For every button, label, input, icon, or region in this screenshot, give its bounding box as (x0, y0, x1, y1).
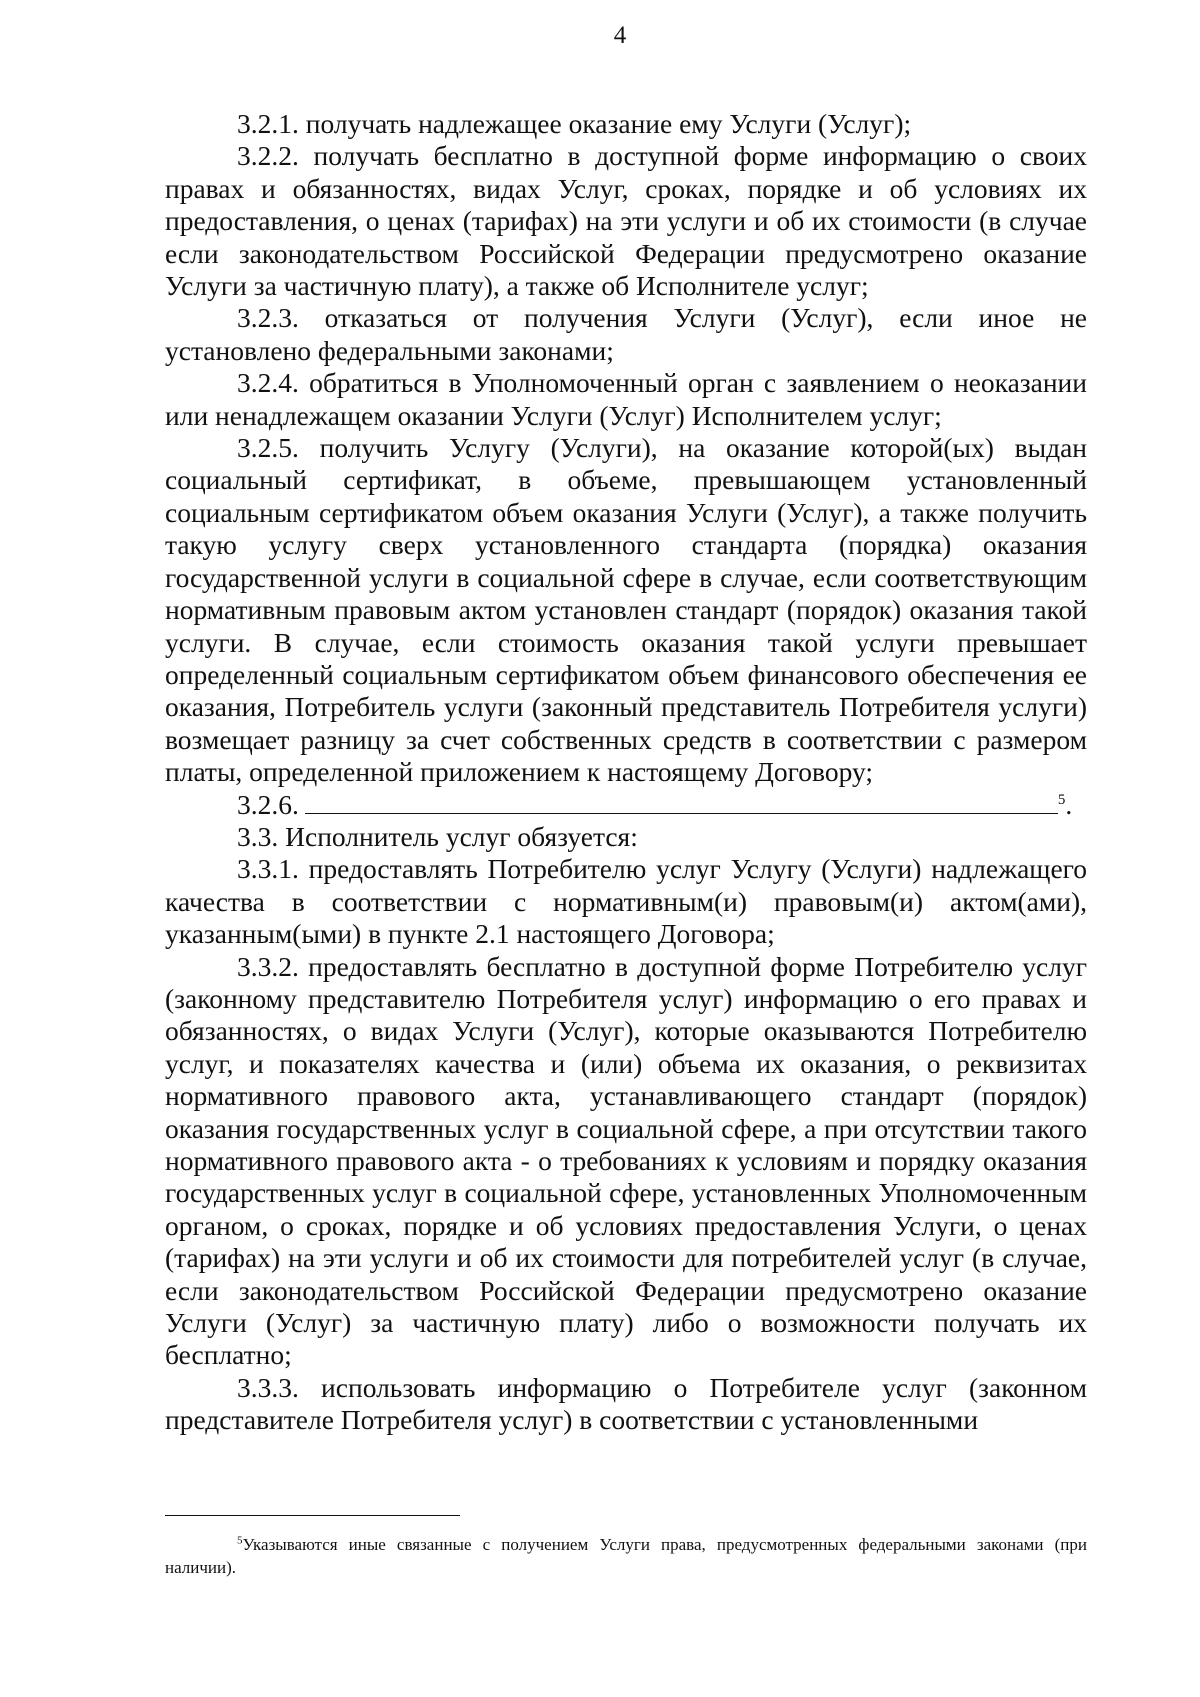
clause-3-3-3: 3.3.3. использовать информацию о Потребителе услуг (законном представителе Потребителя услуг) в соответствии с установленными (165, 1371, 1087, 1436)
page-number: 4 (613, 22, 627, 49)
section-3-3-heading: 3.3. Исполнитель услуг обязуется: (237, 820, 638, 852)
blank-fill-line (305, 789, 1058, 814)
clause-3-2-5: 3.2.5. получить Услугу (Услуги), на оказание которой(ых) выдан социальный сертификат, в объеме, превышающем установленный социальным сертификатом объем оказания Услуги (Услуг), а также получить такую услугу сверх установленного стандарта (порядка) оказания государственной услуги в социальной сфере в случае, если соответствующим нормативным правовым актом установлен стандарт (порядок) оказания такой услуги. В случае, если стоимость оказания такой услуги превышает определенный социальным сертификатом объем финансового обеспечения ее оказания, Потребитель услуги (законный представитель Потребителя услуги) возмещает разницу за счет собственных средств в соответствии с размером платы, определенной приложением к настоящему Договору; (165, 432, 1087, 788)
clause-3-2-6-label: 3.2.6. (237, 788, 299, 820)
footnote-text: Указываются иные связанные с получением Услуги права, предусмотренных федеральными законами (при наличии). (165, 1535, 1087, 1577)
footnote-reference: 5 (1057, 791, 1066, 808)
footnote-marker: 5 (237, 1534, 243, 1547)
document-body (165, 108, 1087, 1437)
clause-3-2-2: 3.2.2. получать бесплатно в доступной форме информацию о своих правах и обязанностях, видах Услуг, сроках, порядке и об условиях их предоставления, о ценах (тарифах) на эти услуги и об их стоимости (в случае если законодательством Российской Федерации предусмотрено оказание Услуги за частичную плату), а также об Исполнителе услуг; (165, 140, 1087, 302)
clause-3-3-1: 3.3.1. предоставлять Потребителю услуг Услугу (Услуги) надлежащего качества в соответствии с нормативным(и) правовым(и) актом(ами), указанным(ыми) в пункте 2.1 настоящего Договора; (165, 853, 1087, 950)
clause-3-2-4: 3.2.4. обратиться в Уполномоченный орган с заявлением о неоказании или ненадлежащем оказании Услуги (Услуг) Исполнителем услуг; (165, 367, 1087, 431)
clause-3-2-6-end: . (1065, 788, 1073, 820)
clause-3-2-3: 3.2.3. отказаться от получения Услуги (Услуг), если иное не установлено федеральными законами; (165, 302, 1087, 366)
clause-3-2-1: 3.2.1. получать надлежащее оказание ему Услуги (Услуг); (237, 108, 912, 139)
footnote-separator (165, 1515, 460, 1516)
clause-3-2-6 (165, 789, 1087, 821)
footnote (165, 1533, 1087, 1579)
clause-3-3-2: 3.3.2. предоставлять бесплатно в доступной форме Потребителю услуг (законному представителю Потребителя услуг) информацию о его правах и обязанностях, о видах Услуги (Услуг), которые оказываются Потребителю услуг, и показателях качества и (или) объема их оказания, о реквизитах нормативного правового акта, устанавливающего стандарт (порядок) оказания государственных услуг в социальной сфере, а при отсутствии такого нормативного правового акта - о требованиях к условиям и порядку оказания государственных услуг в социальной сфере, установленных Уполномоченным органом, о сроках, порядке и об условиях предоставления Услуги, о ценах (тарифах) на эти услуги и об их стоимости для потребителей услуг (в случае, если законодательством Российской Федерации предусмотрено оказание Услуги (Услуг) за частичную плату) либо о возможности получать их бесплатно; (165, 950, 1087, 1371)
